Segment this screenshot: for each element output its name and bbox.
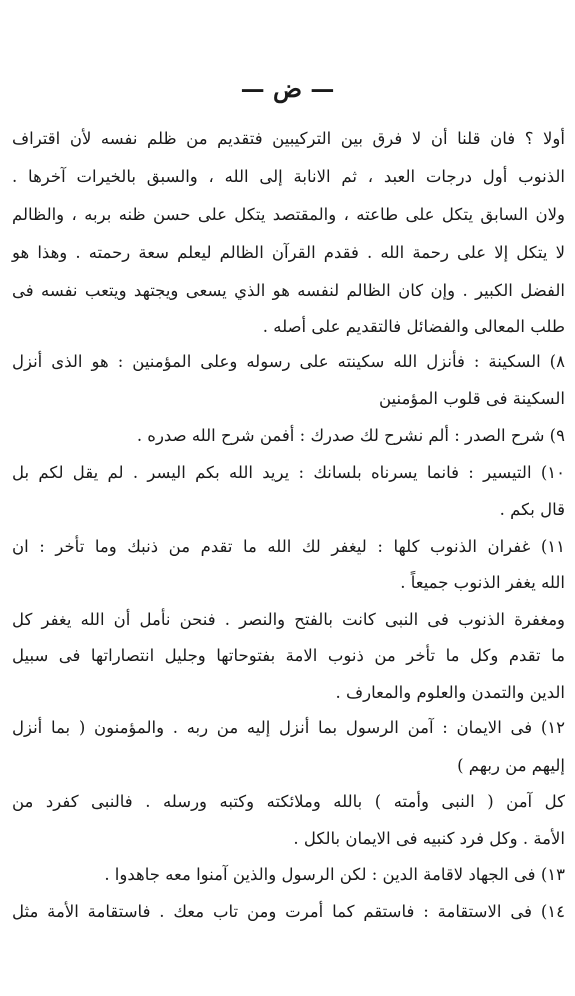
- text-line: ١٠) التيسير : فانما يسرناه بلسانك : يريد الله بكم اليسر . لم يقل لكم بل: [12, 463, 565, 482]
- text-line: ٩) شرح الصدر : ألم نشرح لك صدرك : أفمن شرح الله صدره .: [136, 426, 565, 445]
- text-line: الأمة . وكل فرد كنبيه فى الايمان بالكل .: [293, 829, 565, 848]
- text-line: ١١) غفران الذنوب كلها : ليغفر لك الله ما تقدم من ذنبك وما تأخر : ان: [12, 537, 565, 556]
- text-line: قال بكم .: [499, 500, 565, 519]
- text-line: الله يغفر الذنوب جميعاً .: [400, 573, 565, 592]
- text-line: ١٢) فى الايمان : آمن الرسول بما أنزل إليه من ربه . والمؤمنون ( بما أنزل: [12, 718, 565, 737]
- text-line: الدين والتمدن والعلوم والمعارف .: [335, 683, 565, 702]
- text-line: السكينة فى قلوب المؤمنين: [378, 389, 565, 408]
- text-line: إليهم من ربهم ): [457, 756, 565, 775]
- text-line: الذنوب أول درجات العبد ، ثم الانابة إلى الله ، والسبق بالخيرات آخرها .: [12, 167, 565, 186]
- text-line: أولا ؟ فان قلنا أن لا فرق بين التركيبين فتقديم من ظلم نفسه لأن اقتراف: [12, 129, 565, 148]
- page-header: — ض —: [240, 74, 335, 103]
- text-line: ٨) السكينة : فأنزل الله سكينته على رسوله وعلى المؤمنين : هو الذى أنزل: [12, 352, 565, 371]
- text-line: طلب المعالى والفضائل فالتقديم على أصله .: [262, 317, 565, 336]
- text-line: الفضل الكبير . وإن كان الظالم لنفسه هو الذي يسعى ويجتهد ويتعب نفسه فى: [12, 281, 565, 300]
- text-line: كل آمن ( النبى وأمته ) بالله وملائكته وكتبه ورسله . فالنبى كفرد من: [12, 792, 565, 811]
- text-line: ما تقدم وكل ما تأخر من ذنوب الامة بفتوحاتها وجليل انتصاراتها فى سبيل: [12, 646, 565, 665]
- text-line: لا يتكل إلا على رحمة الله . فقدم القرآن الظالم ليعلم سعة رحمته . وهذا هو: [12, 243, 565, 262]
- text-line: ١٤) فى الاستقامة : فاستقم كما أمرت ومن تاب معك . فاستقامة الأمة مثل: [12, 902, 565, 921]
- text-line: ومغفرة الذنوب فى النبى كانت بالفتح والنصر . فنحن نأمل أن الله يغفر كل: [12, 610, 565, 629]
- text-line: ولان السابق يتكل على طاعته ، والمقتصد يتكل على حسن ظنه بربه ، والظالم: [12, 205, 565, 224]
- text-line: ١٣) فى الجهاد لاقامة الدين : لكن الرسول والذين آمنوا معه جاهدوا .: [104, 865, 565, 884]
